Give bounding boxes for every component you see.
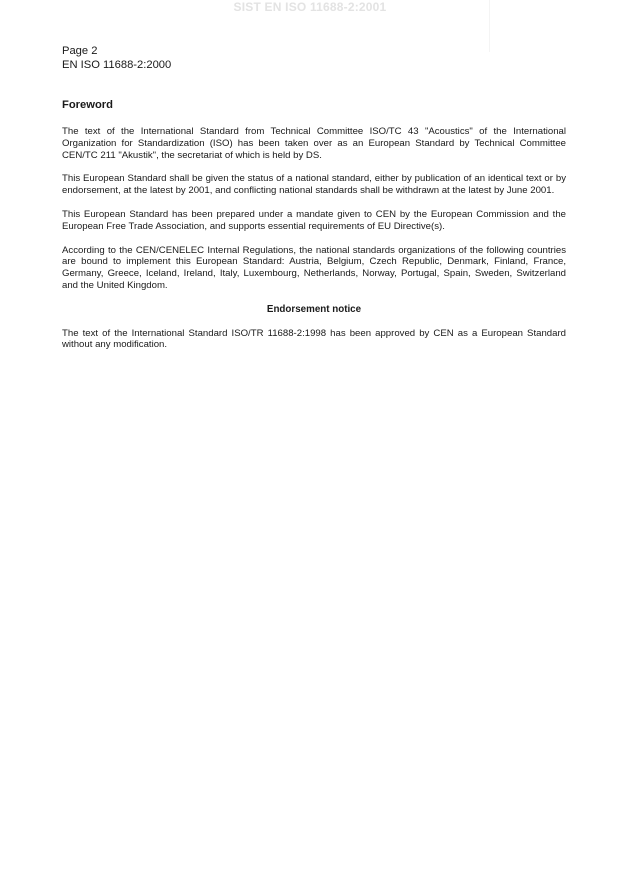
document-id: EN ISO 11688-2:2000 bbox=[62, 59, 172, 71]
endorsement-heading: Endorsement notice bbox=[266, 303, 362, 315]
page-header bbox=[62, 44, 171, 72]
watermark: SIST EN ISO 11688-2:2001 bbox=[233, 0, 387, 14]
endorsement-paragraph: The text of the International Standard ISO/TR 11688-2:1998 has been approved by CEN as a European Standard without any modification. bbox=[62, 327, 566, 351]
page-number: Page 2 bbox=[62, 45, 98, 57]
foreword-paragraph-2: This European Standard shall be given the status of a national standard, either by publication of an identical text or by endorsement, at the latest by 2001, and conflicting national standards shall be withdrawn at the latest by June 2001. bbox=[62, 173, 566, 197]
foreword-paragraph-4: According to the CEN/CENELEC Internal Regulations, the national standards organizations of the following countries are bound to implement this European Standard: Austria, Belgium, Czech Republic, Denmark, Finland, France, Germany, Greece, Iceland, Ireland, Italy, Luxembourg, Netherlands, Norway, Portugal, Spain, Sweden, Switzerland and the United Kingdom. bbox=[62, 244, 566, 291]
foreword-paragraph-3: This European Standard has been prepared under a mandate given to CEN by the European Commission and the European Free Trade Association, and supports essential requirements of EU Directive(s). bbox=[62, 208, 566, 232]
foreword-paragraph-1: The text of the International Standard from Technical Committee ISO/TC 43 "Acoustics" of the International Organization for Standardization (ISO) has been taken over as an European Standard by Technical Committee CEN/TC 211 "Akustik", the secretariat of which is held by DS. bbox=[62, 126, 566, 161]
scan-artifact-line bbox=[489, 0, 490, 52]
document-body bbox=[62, 98, 566, 363]
foreword-heading: Foreword bbox=[62, 99, 113, 111]
